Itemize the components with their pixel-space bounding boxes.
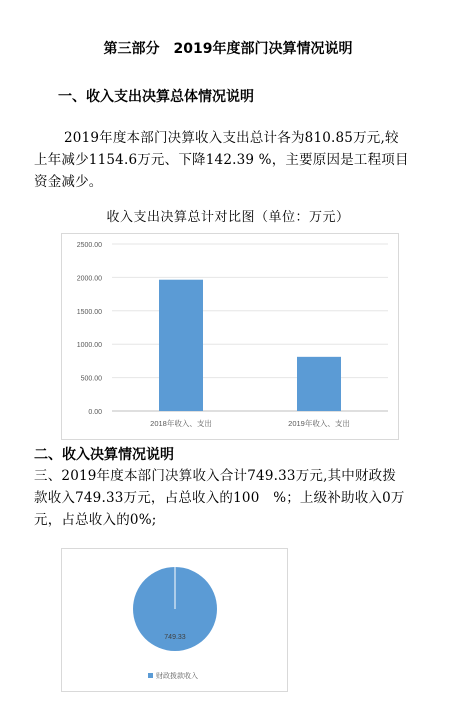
y-tick-label: 2500.00 bbox=[76, 242, 102, 249]
y-tick-label: 2000.00 bbox=[76, 275, 102, 283]
paragraph-2-line-3: 元，占总收入的0%; bbox=[34, 512, 157, 528]
y-tick-label: 500.00 bbox=[80, 375, 102, 383]
legend-swatch bbox=[148, 673, 153, 678]
pie-chart-frame bbox=[61, 548, 288, 692]
legend-label: 财政拨款收入 bbox=[156, 673, 198, 680]
y-tick-label: 0.00 bbox=[88, 409, 102, 416]
bar-chart bbox=[62, 234, 398, 439]
bar bbox=[159, 280, 203, 411]
pie-chart bbox=[62, 549, 287, 691]
paragraph-1-line-2: 上年减少1154.6万元、下降142.39 %，主要原因是工程项目 bbox=[34, 152, 409, 168]
y-tick-label: 1000.00 bbox=[76, 342, 102, 350]
paragraph-2-line-2: 款收入749.33万元，占总收入的100 %；上级补助收入0万 bbox=[34, 490, 405, 506]
paragraph-1-line-1: 2019年度本部门决算收入支出总计各为810.85万元,较 bbox=[64, 130, 399, 146]
bar-chart-frame bbox=[61, 233, 399, 440]
chart-caption: 收入支出决算总计对比图（单位：万元） bbox=[106, 210, 350, 225]
y-tick-label: 1500.00 bbox=[76, 308, 102, 316]
page-title: 第三部分 2019年度部门决算情况说明 bbox=[103, 41, 353, 57]
x-tick-label: 2018年收入、支出 bbox=[150, 419, 212, 428]
x-tick-label: 2019年收入、支出 bbox=[288, 419, 350, 428]
bar bbox=[297, 357, 341, 411]
section-heading-income: 二、收入决算情况说明 bbox=[34, 447, 174, 463]
paragraph-2-line-1: 三、2019年度本部门决算收入合计749.33万元,其中财政拨 bbox=[34, 468, 397, 484]
pie-data-label: 749.33 bbox=[164, 634, 186, 641]
paragraph-1-line-3: 资金减少。 bbox=[34, 174, 103, 190]
section-heading-overall: 一、收入支出决算总体情况说明 bbox=[58, 89, 254, 105]
